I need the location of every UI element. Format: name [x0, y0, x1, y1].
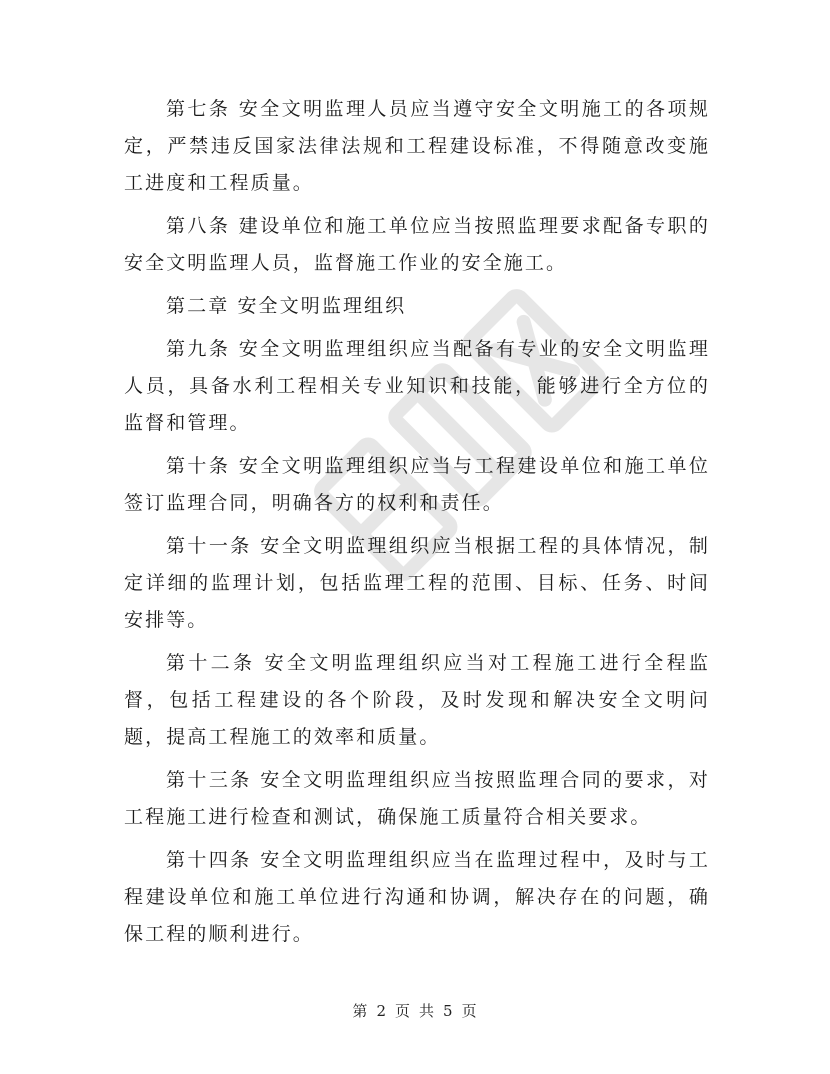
article-10: 第十条 安全文明监理组织应当与工程建设单位和施工单位签订监理合同，明确各方的权利和责任。 — [124, 455, 710, 514]
chapter-2-heading: 第二章 安全文明监理组织 — [166, 295, 407, 317]
footer-prefix: 第 — [352, 1002, 369, 1020]
page-footer — [0, 1000, 830, 1021]
footer-page-word-2: 页 — [461, 1002, 478, 1020]
document-body — [124, 91, 710, 959]
article-8: 第八条 建设单位和施工单位应当按照监理要求配备专职的安全文明监理人员，监督施工作业的安全施工。 — [124, 215, 710, 274]
footer-total-word: 共 — [419, 1002, 436, 1020]
article-7: 第七条 安全文明监理人员应当遵守安全文明施工的各项规定，严禁违反国家法律法规和工程建设标准，不得随意改变施工进度和工程质量。 — [124, 98, 710, 194]
article-11: 第十一条 安全文明监理组织应当根据工程的具体情况，制定详细的监理计划，包括监理工程的范围、目标、任务、时间安排等。 — [124, 535, 710, 631]
article-12: 第十二条 安全文明监理组织应当对工程施工进行全程监督，包括工程建设的各个阶段，及时发现和解决安全文明问题，提高工程施工的效率和质量。 — [124, 652, 710, 748]
footer-total-pages: 5 — [443, 1002, 454, 1020]
article-13: 第十三条 安全文明监理组织应当按照监理合同的要求，对工程施工进行检查和测试，确保施工质量符合相关要求。 — [124, 769, 710, 828]
article-9: 第九条 安全文明监理组织应当配备有专业的安全文明监理人员，具备水利工程相关专业知识和技能，能够进行全方位的监督和管理。 — [124, 338, 710, 434]
footer-page-word: 页 — [394, 1002, 411, 1020]
footer-current-page: 2 — [376, 1002, 387, 1020]
article-14: 第十四条 安全文明监理组织应当在监理过程中，及时与工程建设单位和施工单位进行沟通和协调，解决存在的问题，确保工程的顺利进行。 — [124, 849, 710, 945]
